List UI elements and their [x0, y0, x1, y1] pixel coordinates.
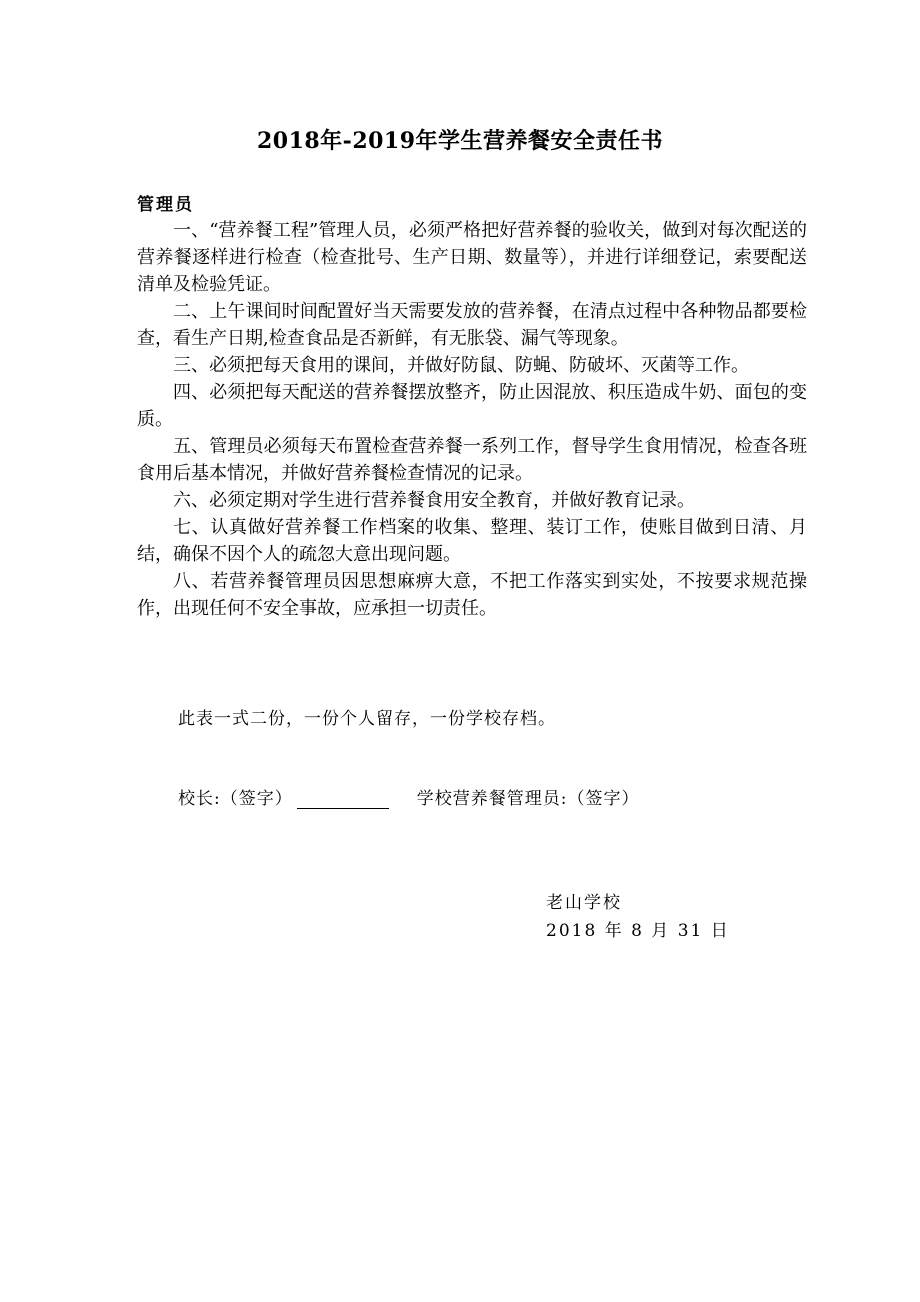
principal-signature-line	[297, 790, 389, 809]
clause-paragraph: 四、必须把每天配送的营养餐摆放整齐，防止因混放、积压造成牛奶、面包的变质。	[137, 382, 807, 430]
section-heading: 管理员	[137, 195, 194, 215]
document-title: 2018年-2019年学生营养餐安全责任书	[256, 128, 664, 154]
clause-paragraph: 八、若营养餐管理员因思想麻痹大意，不把工作落实到实处，不按要求规范操作，出现任何不安全事故，应承担一切责任。	[137, 571, 807, 619]
document-date: 2018 年 8 月 31 日	[546, 921, 730, 941]
clause-paragraph: 一、“营养餐工程”管理人员，必须严格把好营养餐的验收关，做到对每次配送的营养餐逐样进行检查（检查批号、生产日期、数量等），并进行详细登记，索要配送清单及检验凭证。	[137, 220, 807, 295]
clause-paragraph: 七、认真做好营养餐工作档案的收集、整理、装订工作，使账目做到日清、月结，确保不因个人的疏忽大意出现问题。	[137, 517, 807, 565]
principal-signature-label: 校长:（签字）	[178, 789, 293, 809]
school-name: 老山学校	[546, 893, 622, 913]
responsibility-clauses	[137, 217, 807, 622]
clause-paragraph: 六、必须定期对学生进行营养餐食用安全教育，并做好教育记录。	[173, 490, 695, 511]
copies-note: 此表一式二份，一份个人留存，一份学校存档。	[178, 709, 556, 729]
clause-paragraph: 二、上午课间时间配置好当天需要发放的营养餐，在清点过程中各种物品都要检查，看生产日期,检查食品是否新鲜，有无胀袋、漏气等现象。	[137, 301, 807, 349]
clause-paragraph: 三、必须把每天食用的课间，并做好防鼠、防蝇、防破坏、灭菌等工作。	[173, 355, 749, 376]
signature-row	[178, 784, 639, 809]
manager-signature-label: 学校营养餐管理员:（签字）	[416, 789, 640, 809]
clause-paragraph: 五、管理员必须每天布置检查营养餐一系列工作，督导学生食用情况，检查各班食用后基本情况，并做好营养餐检查情况的记录。	[137, 436, 807, 484]
